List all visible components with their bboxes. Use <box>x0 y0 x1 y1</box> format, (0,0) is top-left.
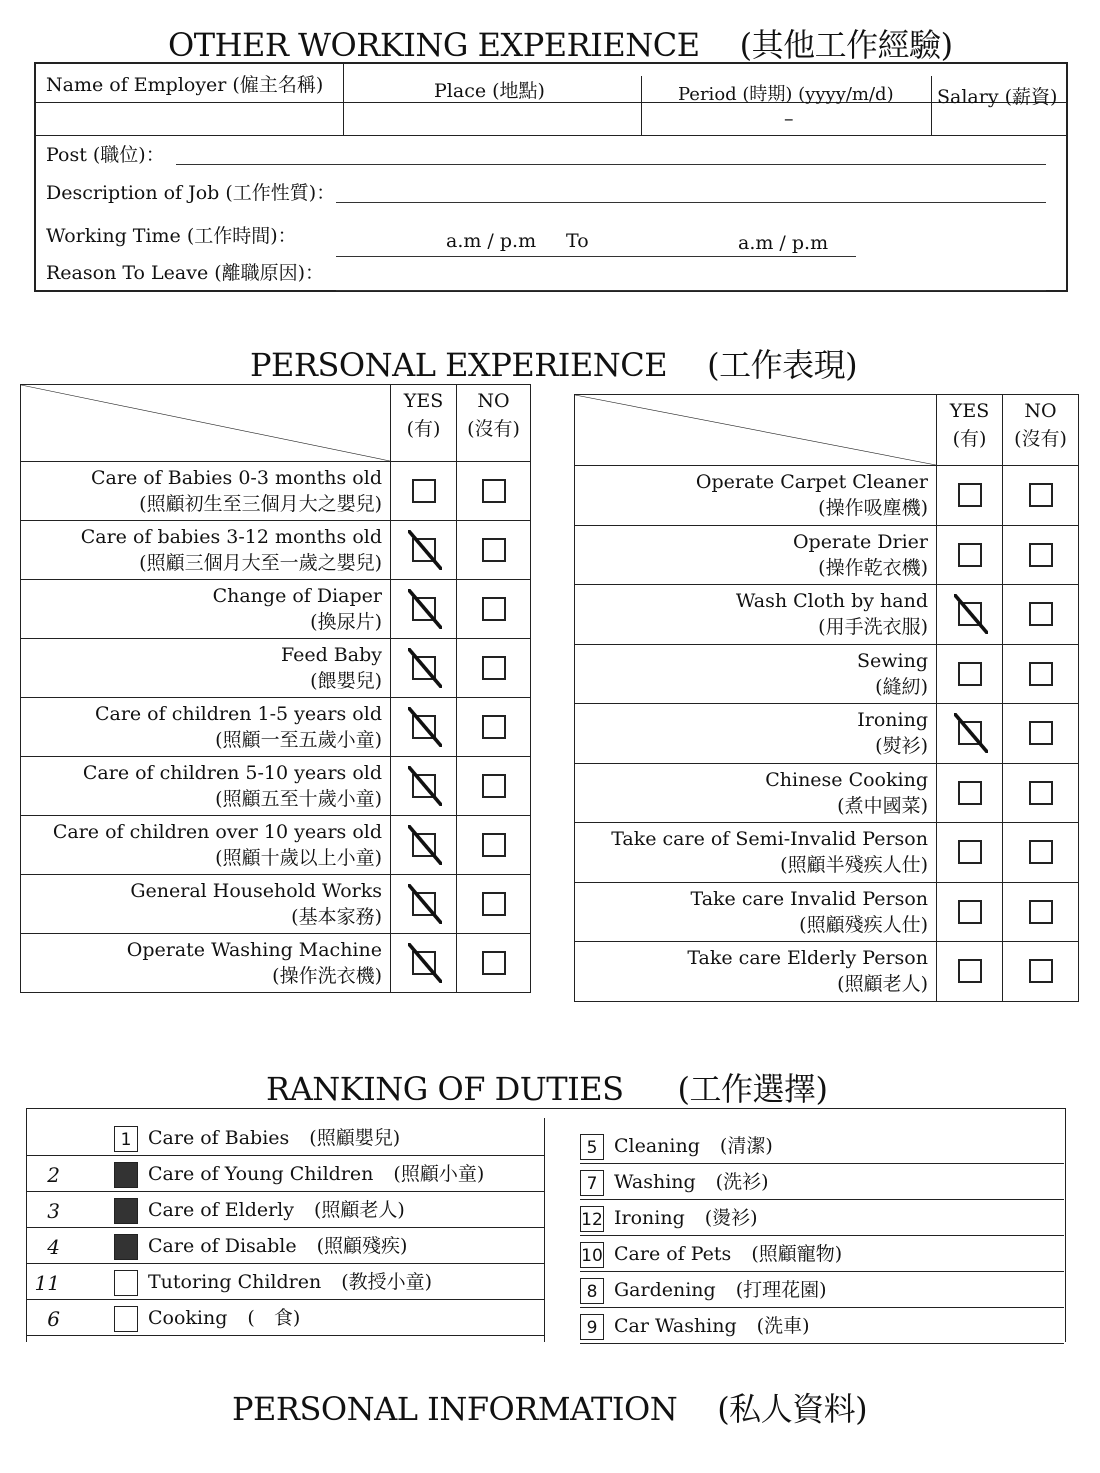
diagonal-line-icon <box>575 395 936 465</box>
duty-label: Gardening <box>614 1279 716 1301</box>
duty-label-zh: (照顧嬰兒) <box>309 1127 401 1149</box>
experience-row <box>21 639 531 698</box>
no-checkbox[interactable] <box>1029 662 1053 686</box>
other-working-experience-title: OTHER WORKING EXPERIENCE (其他工作經驗) <box>168 26 953 64</box>
experience-row <box>575 882 1079 942</box>
yes-checkbox[interactable] <box>958 543 982 567</box>
no-checkbox[interactable] <box>1029 840 1053 864</box>
experience-row <box>21 521 531 580</box>
no-checkbox[interactable] <box>1029 543 1053 567</box>
experience-row <box>21 757 531 816</box>
duty-label: Ironing <box>614 1207 685 1229</box>
no-header: NO (沒有) <box>457 385 531 462</box>
yes-checkbox[interactable] <box>412 538 436 562</box>
no-checkbox[interactable] <box>1029 900 1053 924</box>
experience-item-label: Sewing (縫紉) <box>575 644 937 704</box>
yes-checkbox[interactable] <box>412 951 436 975</box>
ranking-row <box>26 1120 544 1156</box>
no-checkbox[interactable] <box>482 892 506 916</box>
duty-label-zh: (教授小童) <box>341 1271 433 1293</box>
experience-item-label: Care of Babies 0-3 months old (照顧初生至三個月大之嬰兒) <box>21 462 391 521</box>
experience-row <box>21 934 531 993</box>
no-checkbox[interactable] <box>1029 721 1053 745</box>
no-checkbox[interactable] <box>1029 959 1053 983</box>
yes-checkbox[interactable] <box>412 656 436 680</box>
duty-label: Washing <box>614 1171 696 1193</box>
yes-checkbox[interactable] <box>958 483 982 507</box>
ranking-row <box>580 1236 1064 1272</box>
no-header: NO (沒有) <box>1003 395 1079 466</box>
ranking-row <box>26 1192 544 1228</box>
duty-label: Care of Disable <box>148 1235 297 1257</box>
rank-box[interactable] <box>114 1306 138 1332</box>
yes-checkbox[interactable] <box>412 833 436 857</box>
yes-checkbox[interactable] <box>958 662 982 686</box>
diagonal-header-cell <box>575 395 937 466</box>
experience-item-label: Operate Carpet Cleaner (操作吸塵機) <box>575 466 937 526</box>
post-label: Post (職位)： <box>46 144 165 166</box>
duty-label: Care of Elderly <box>148 1199 294 1221</box>
yes-checkbox[interactable] <box>412 892 436 916</box>
no-checkbox[interactable] <box>482 951 506 975</box>
handwritten-rank: 11 <box>34 1271 60 1295</box>
duty-label: Cleaning <box>614 1135 700 1157</box>
ranking-row <box>580 1272 1064 1308</box>
duty-label: Care of Young Children <box>148 1163 374 1185</box>
yes-checkbox[interactable] <box>958 900 982 924</box>
yes-no-header-row <box>21 385 531 462</box>
no-checkbox[interactable] <box>482 479 506 503</box>
ranking-row <box>580 1200 1064 1236</box>
duty-label-zh: (洗衫) <box>715 1171 769 1193</box>
yes-no-header-row <box>575 395 1079 466</box>
rank-box[interactable]: 12 <box>580 1206 604 1232</box>
reason-line <box>336 290 1046 291</box>
rank-box[interactable]: 5 <box>580 1134 604 1160</box>
duty-label-zh: (照顧殘疾) <box>316 1235 408 1257</box>
description-line <box>336 202 1046 203</box>
yes-checkbox[interactable] <box>412 597 436 621</box>
employer-name-header: Name of Employer (僱主名稱) <box>46 74 324 96</box>
experience-item-label: Operate Washing Machine (操作洗衣機) <box>21 934 391 993</box>
experience-row <box>575 823 1079 883</box>
ranking-right-table <box>580 1128 1064 1344</box>
duty-label-zh: (照顧寵物) <box>751 1243 843 1265</box>
post-line <box>176 164 1046 165</box>
am-pm-end: a.m / p.m <box>738 232 829 254</box>
experience-item-label: Take care Invalid Person (照顧殘疾人仕) <box>575 882 937 942</box>
experience-row <box>575 585 1079 645</box>
rank-box[interactable]: 1 <box>114 1126 138 1152</box>
personal-information-title: PERSONAL INFORMATION (私人資料) <box>232 1390 868 1428</box>
period-dash: – <box>784 108 794 130</box>
ranking-row <box>26 1264 544 1300</box>
salary-header: Salary (薪資) <box>937 86 1058 108</box>
experience-item-label: Take care Elderly Person (照顧老人) <box>575 942 937 1002</box>
handwritten-rank: 2 <box>47 1163 60 1187</box>
duty-label-zh: (照顧老人) <box>314 1199 405 1221</box>
experience-item-label: Ironing (熨衫) <box>575 704 937 764</box>
no-checkbox[interactable] <box>482 656 506 680</box>
experience-row <box>21 580 531 639</box>
ranking-row <box>26 1228 544 1264</box>
personal-experience-right-table <box>574 394 1079 1002</box>
no-checkbox[interactable] <box>1029 781 1053 805</box>
duty-label: Cooking <box>148 1307 228 1329</box>
no-checkbox[interactable] <box>1029 483 1053 507</box>
duty-label: Car Washing <box>614 1315 737 1337</box>
diagonal-header-cell <box>21 385 391 462</box>
duty-label: Care of Pets <box>614 1243 732 1265</box>
duty-label-zh: (清潔) <box>719 1135 773 1157</box>
ranking-row <box>26 1300 544 1336</box>
working-time-label: Working Time (工作時間)： <box>46 225 297 247</box>
experience-row <box>21 816 531 875</box>
ranking-row <box>580 1128 1064 1164</box>
am-pm-start: a.m / p.m <box>446 230 537 252</box>
period-header: Period (時期) (yyyy/m/d) <box>678 84 894 105</box>
yes-checkbox[interactable] <box>412 479 436 503</box>
experience-item-label: Feed Baby (餵嬰兒) <box>21 639 391 698</box>
duty-label-zh: (燙衫) <box>704 1207 758 1229</box>
experience-item-label: Take care of Semi-Invalid Person (照顧半殘疾人仕) <box>575 823 937 883</box>
rank-box[interactable] <box>114 1198 138 1224</box>
personal-experience-left-table <box>20 384 531 993</box>
experience-row <box>21 698 531 757</box>
rank-box[interactable] <box>114 1234 138 1260</box>
yes-checkbox[interactable] <box>958 721 982 745</box>
reason-label: Reason To Leave (離職原因)： <box>46 262 325 284</box>
ranking-row <box>580 1164 1064 1200</box>
ranking-row <box>26 1156 544 1192</box>
yes-header: YES (有) <box>391 385 457 462</box>
experience-row <box>575 763 1079 823</box>
experience-row <box>575 942 1079 1002</box>
rank-box[interactable]: 8 <box>580 1278 604 1304</box>
rank-box[interactable] <box>114 1162 138 1188</box>
experience-item-label: Care of babies 3-12 months old (照顧三個月大至一歲之嬰兒) <box>21 521 391 580</box>
experience-item-label: Chinese Cooking (煮中國菜) <box>575 763 937 823</box>
no-checkbox[interactable] <box>482 774 506 798</box>
place-header: Place (地點) <box>434 80 545 102</box>
duty-label-zh: (洗車) <box>756 1315 810 1337</box>
ranking-of-duties-title: RANKING OF DUTIES (工作選擇) <box>266 1070 828 1108</box>
experience-row <box>575 704 1079 764</box>
handwritten-rank: 4 <box>47 1235 60 1259</box>
experience-row <box>575 644 1079 704</box>
rank-box[interactable]: 7 <box>580 1170 604 1196</box>
experience-row <box>575 525 1079 585</box>
experience-item-label: Change of Diaper (換尿片) <box>21 580 391 639</box>
yes-checkbox[interactable] <box>412 715 436 739</box>
no-checkbox[interactable] <box>482 833 506 857</box>
duty-label-zh: ( 食) <box>247 1307 301 1329</box>
no-checkbox[interactable] <box>482 715 506 739</box>
yes-checkbox[interactable] <box>958 840 982 864</box>
duty-label: Care of Babies <box>148 1127 290 1149</box>
no-checkbox[interactable] <box>482 538 506 562</box>
duty-label-zh: (照顧小童) <box>393 1163 485 1185</box>
yes-checkbox[interactable] <box>958 781 982 805</box>
experience-item-label: Operate Drier (操作乾衣機) <box>575 525 937 585</box>
duty-label-zh: (打理花園) <box>735 1279 827 1301</box>
handwritten-rank: 6 <box>47 1307 60 1331</box>
no-checkbox[interactable] <box>482 597 506 621</box>
yes-checkbox[interactable] <box>958 959 982 983</box>
working-time-line <box>336 256 856 257</box>
experience-item-label: Care of children over 10 years old (照顧十歲以上小童) <box>21 816 391 875</box>
personal-experience-title: PERSONAL EXPERIENCE (工作表現) <box>250 346 858 384</box>
diagonal-line-icon <box>21 385 390 461</box>
ranking-row <box>580 1308 1064 1344</box>
experience-item-label: Wash Cloth by hand (用手洗衣服) <box>575 585 937 645</box>
experience-item-label: Care of children 1-5 years old (照顧一至五歲小童) <box>21 698 391 757</box>
handwritten-rank: 3 <box>47 1199 60 1223</box>
other-working-experience-box <box>34 62 1068 292</box>
no-checkbox[interactable] <box>1029 602 1053 626</box>
experience-item-label: General Household Works (基本家務) <box>21 875 391 934</box>
rank-box[interactable]: 10 <box>580 1242 604 1268</box>
rank-box[interactable] <box>114 1270 138 1296</box>
duty-label: Tutoring Children <box>148 1271 322 1293</box>
experience-item-label: Care of children 5-10 years old (照顧五至十歲小童) <box>21 757 391 816</box>
ranking-left-table <box>26 1120 544 1336</box>
description-label: Description of Job (工作性質)： <box>46 182 336 204</box>
yes-checkbox[interactable] <box>958 602 982 626</box>
experience-row <box>575 466 1079 526</box>
experience-row <box>21 462 531 521</box>
to-label: To <box>566 230 589 252</box>
yes-header: YES (有) <box>937 395 1003 466</box>
yes-checkbox[interactable] <box>412 774 436 798</box>
experience-row <box>21 875 531 934</box>
rank-box[interactable]: 9 <box>580 1314 604 1340</box>
